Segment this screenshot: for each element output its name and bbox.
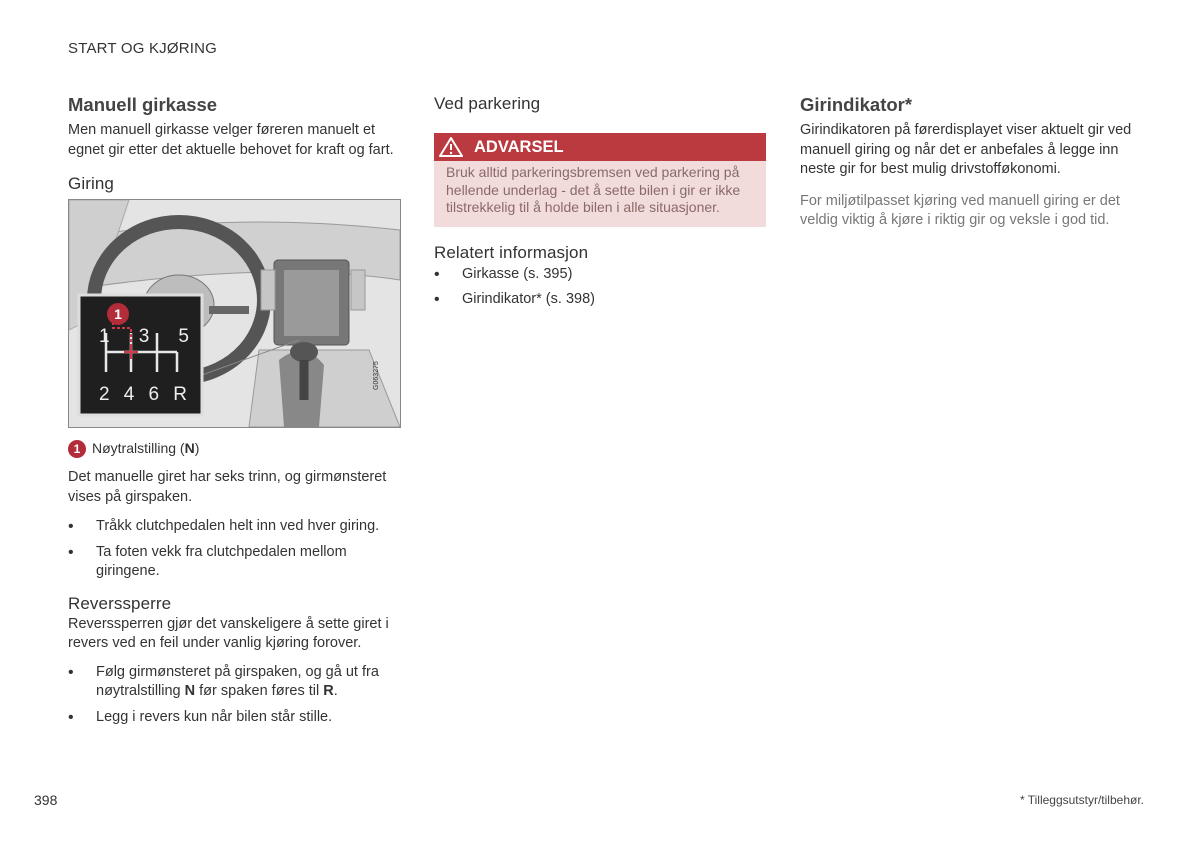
related-heading: Relatert informasjon — [434, 242, 589, 262]
gear-label-6: 6 — [148, 384, 160, 405]
giring-bullets — [68, 517, 401, 582]
column-manual-gearbox — [68, 94, 401, 733]
warning-triangle-icon — [438, 136, 464, 158]
gear-paragraph: Det manuelle giret har seks trinn, og girmønsteret vises på girspaken. — [68, 469, 387, 505]
reverse-lock-heading: Reverssperre — [68, 593, 172, 613]
related-link-gear-indicator[interactable]: • Girindikator* (s. 398) — [434, 290, 767, 310]
gear-indicator-text: Girindikatoren på førerdisplayet viser aktuelt gir ved manuell giring og når det er anbefales å legge inn neste gir for best mulig drivstofføkonomi. — [800, 122, 1132, 177]
list-item: • Tråkk clutchpedalen helt inn ved hver giring. — [68, 517, 401, 537]
list-item: • Følg girmønsteret på girspaken, og gå ut fra nøytralstilling N før spaken føres til R. — [68, 663, 401, 702]
column-gear-indicator — [800, 94, 1133, 231]
warning-box — [434, 133, 766, 227]
list-item: • Legg i revers kun når bilen står stille. — [68, 708, 401, 728]
parking-heading: Ved parkering — [434, 94, 541, 113]
figure-caption: 1 Nøytralstilling (N) — [68, 438, 401, 458]
gear-label-3: 3 — [138, 326, 150, 347]
related-link-gearbox[interactable]: • Girkasse (s. 395) — [434, 265, 767, 285]
column-parking — [434, 94, 767, 316]
caption-callout-1: 1 — [68, 440, 86, 458]
reverse-bullets — [68, 663, 401, 728]
warning-text: Bruk alltid parkeringsbremsen ved parkering på hellende underlag - det å sette bilen i gir er ikke tilstrekkelig til å holde bilen i alle situasjoner. — [434, 161, 766, 227]
list-item: • Ta foten vekk fra clutchpedalen mellom giringene. — [68, 543, 401, 582]
image-code: G063275 — [373, 361, 380, 390]
gear-label-2: 2 — [99, 384, 110, 405]
gear-label-4: 4 — [123, 384, 135, 405]
figure-callout-1: 1 — [107, 303, 135, 325]
intro-text: Men manuell girkasse velger føreren manuelt et egnet gir etter det aktuelle behovet for kraft og fart. — [68, 122, 394, 158]
page-number: 398 — [34, 792, 58, 808]
giring-heading: Giring — [68, 174, 114, 193]
reverse-lock-text: Reverssperren gjør det vanskeligere å sette giret i revers ved en feil under vanlig kjøring forover. — [68, 615, 389, 652]
gear-labels-bottom — [99, 384, 187, 406]
gear-indicator-title: Girindikator* — [800, 94, 913, 115]
related-list — [434, 265, 767, 310]
eco-driving-text: For miljøtilpasset kjøring ved manuell giring er det veldig viktig å kjøre i riktig gir og veksle i god tid. — [800, 192, 1120, 228]
warning-title: ADVARSEL — [474, 137, 564, 156]
gearshift-illustration — [68, 199, 401, 428]
warning-header — [434, 133, 766, 161]
footnote: * Tilleggsutstyr/tilbehør. — [1019, 793, 1144, 807]
gear-label-r: R — [173, 384, 187, 405]
section-title: Manuell girkasse — [68, 94, 218, 115]
gear-label-1: 1 — [99, 326, 110, 347]
gear-label-5: 5 — [178, 326, 189, 347]
page-header: START OG KJØRING — [68, 40, 218, 57]
gear-labels-top — [99, 326, 189, 348]
